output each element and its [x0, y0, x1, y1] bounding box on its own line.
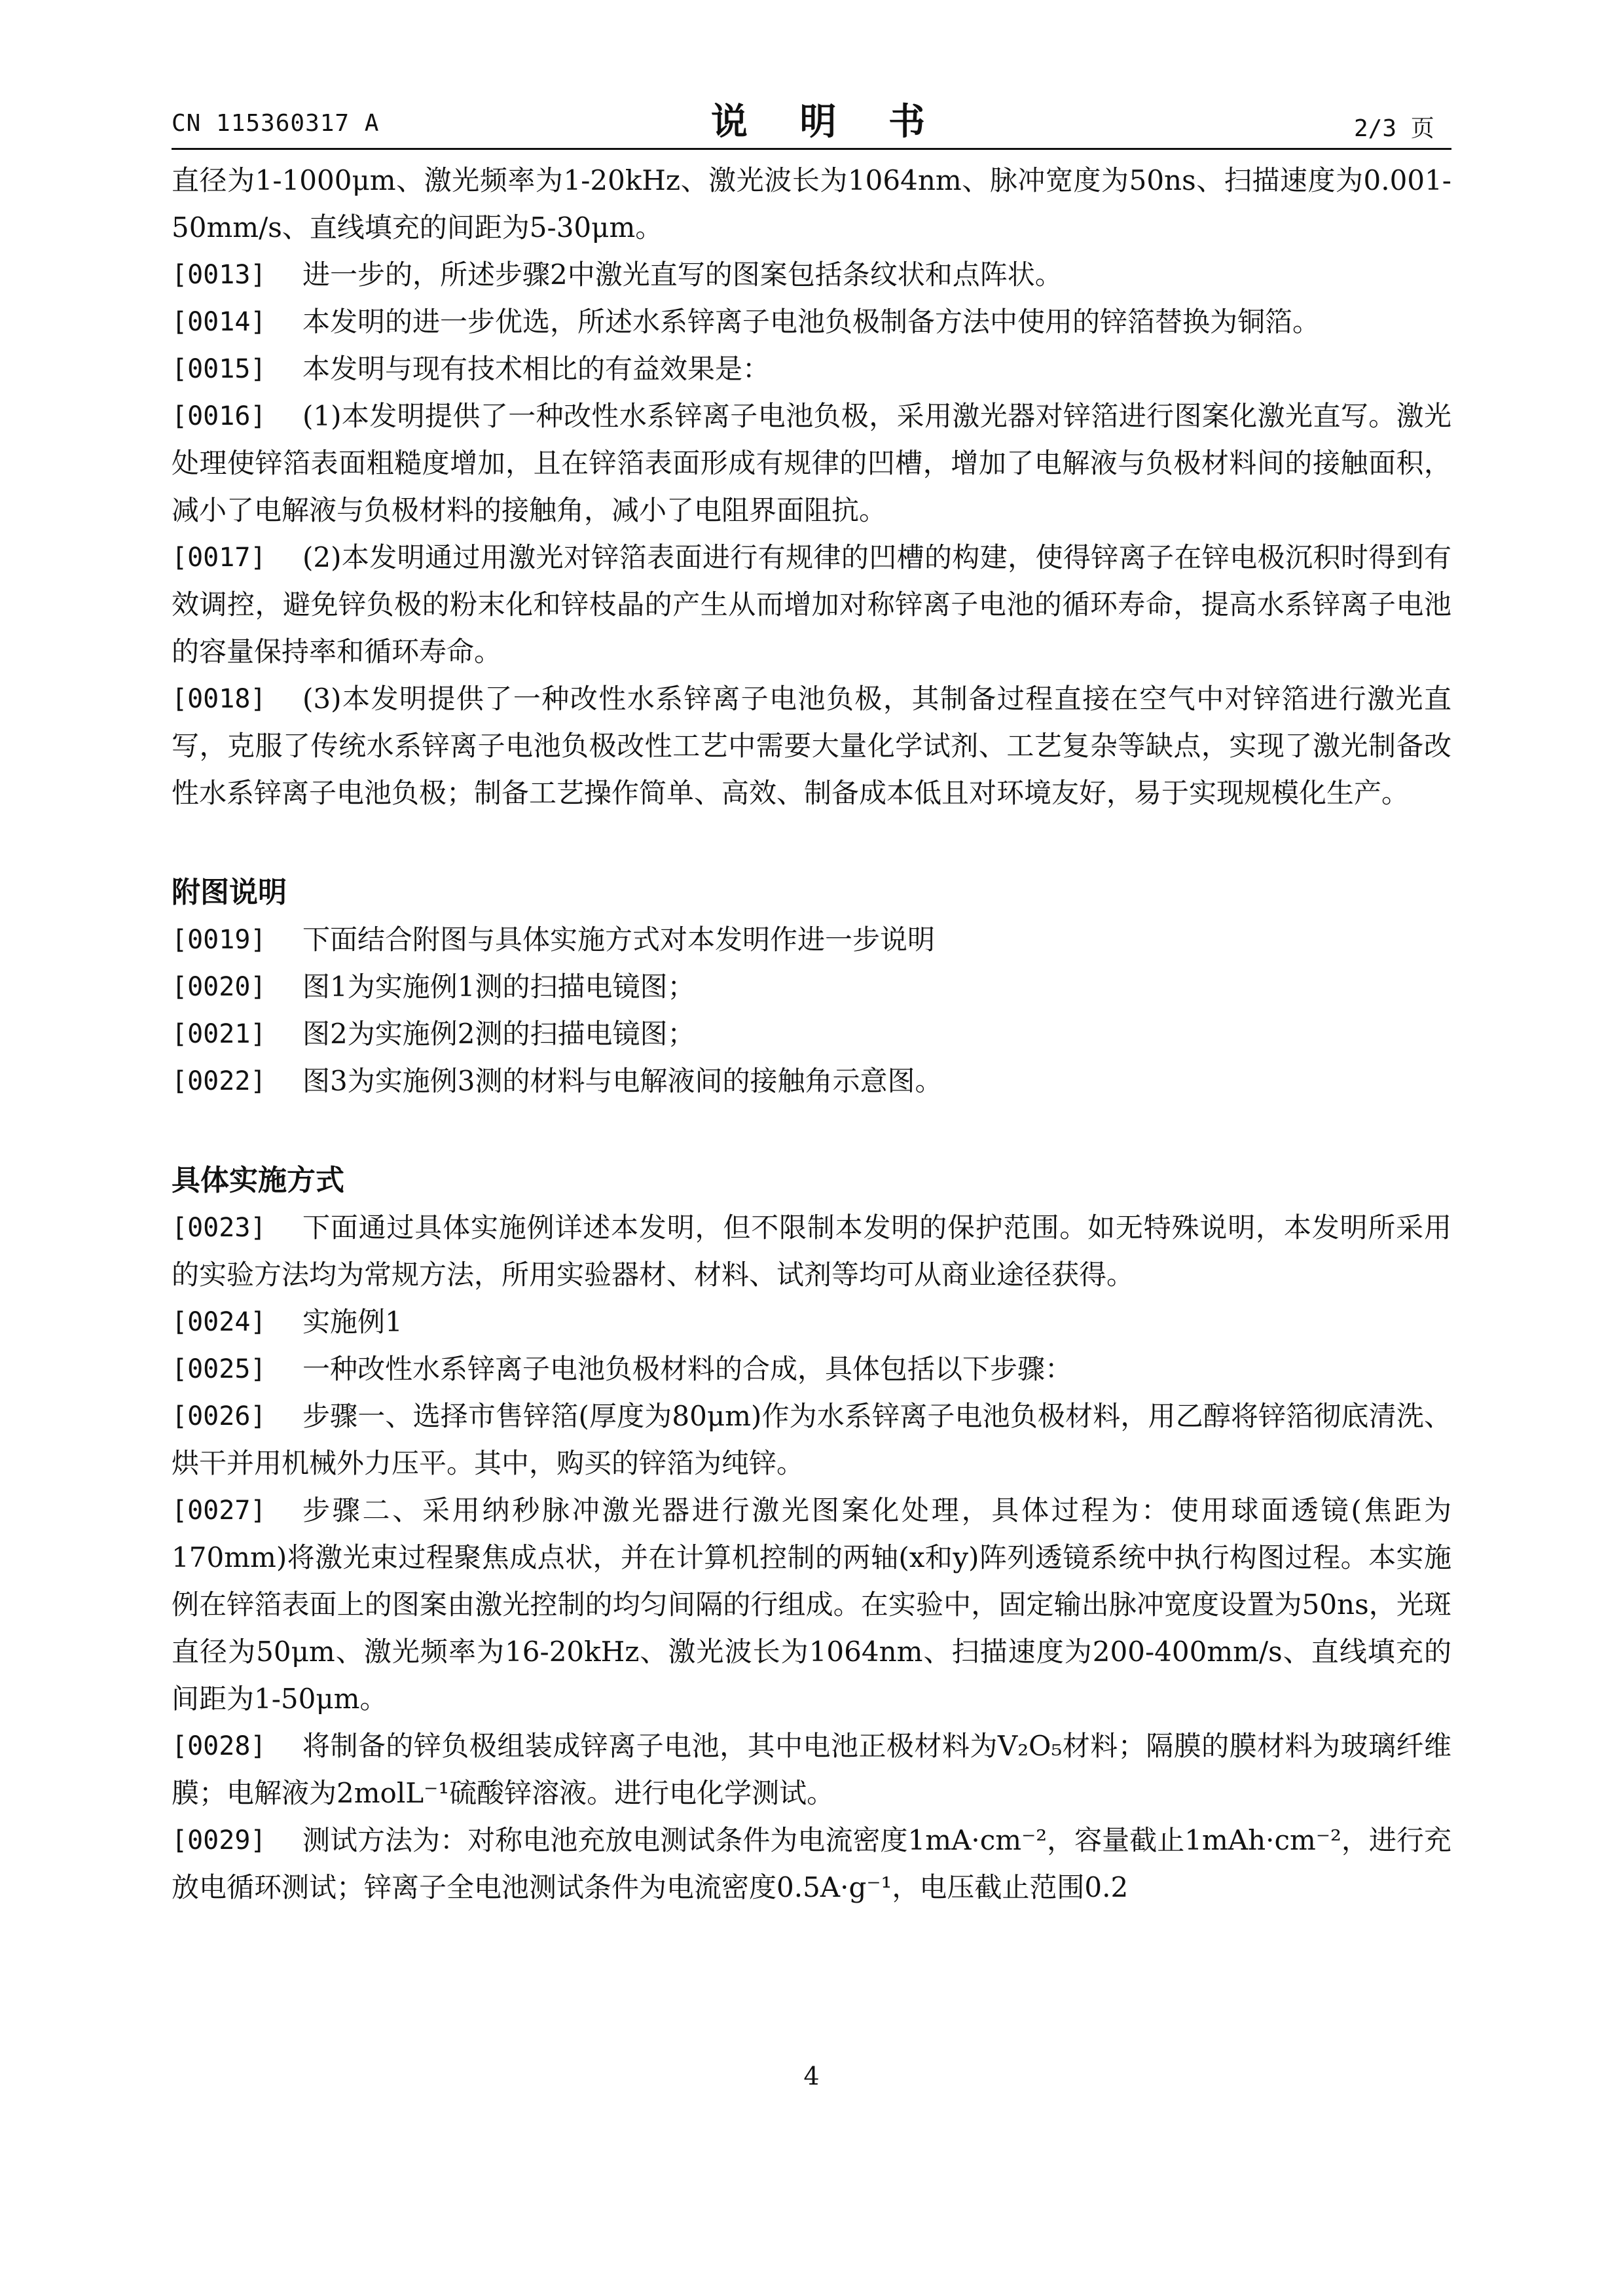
- paragraph: [172, 534, 1451, 675]
- document-number: CN 115360317 A: [172, 110, 380, 137]
- paragraph: [172, 393, 1451, 534]
- paragraph-text: 图1为实施例1测的扫描电镜图；: [302, 971, 695, 1003]
- section-title-figures: 附图说明: [172, 876, 287, 909]
- paragraph-text: 实施例1: [302, 1306, 403, 1338]
- paragraph: [172, 1723, 1451, 1817]
- paragraph-text: (2)本发明通过用激光对锌箔表面进行有规律的凹槽的构建，使得锌离子在锌电极沉积时得到有效调控，避免锌负极的粉末化和锌枝晶的产生从而增加对称锌离子电池的循环寿命，提高水系锌离子电池的容量保持率和循环寿命。: [172, 541, 1451, 668]
- paragraph-number: [0021]: [172, 1019, 266, 1049]
- paragraph-text: 步骤二、采用纳秒脉冲激光器进行激光图案化处理，具体过程为：使用球面透镜(焦距为170mm)将激光束过程聚焦成点状，并在计算机控制的两轴(x和y)阵列透镜系统中执行构图过程。本实施例在锌箔表面上的图案由激光控制的均匀间隔的行组成。在实验中，固定输出脉冲宽度设置为50ns，光斑直径为50μm、激光频率为16-20kHz、激光波长为1064nm、扫描速度为200-400mm/s、直线填充的间距为1-50μm。: [172, 1494, 1451, 1715]
- figure-paragraphs: [172, 916, 1451, 1105]
- paragraph-number: [0015]: [172, 354, 266, 384]
- paragraph: [172, 1299, 1451, 1346]
- paragraph-text: 本发明与现有技术相比的有益效果是：: [302, 353, 771, 385]
- paragraph-text: 下面结合附图与具体实施方式对本发明作进一步说明: [302, 924, 936, 956]
- paragraph: [172, 1346, 1451, 1393]
- paragraph: [172, 1058, 1451, 1105]
- document-body: [172, 157, 1451, 1911]
- paragraph-text: 一种改性水系锌离子电池负极材料的合成，具体包括以下步骤：: [302, 1353, 1073, 1385]
- paragraph-number: [0028]: [172, 1731, 266, 1761]
- paragraph: [172, 346, 1451, 393]
- paragraph-text: 将制备的锌负极组装成锌离子电池，其中电池正极材料为V₂O₅材料；隔膜的膜材料为玻璃纤维膜；电解液为2molL⁻¹硫酸锌溶液。进行电化学测试。: [172, 1730, 1451, 1809]
- paragraph-text: 步骤一、选择市售锌箔(厚度为80μm)作为水系锌离子电池负极材料，用乙醇将锌箔彻底清洗、烘干并用机械外力压平。其中，购买的锌箔为纯锌。: [172, 1400, 1451, 1479]
- paragraph-text: 下面通过具体实施例详述本发明，但不限制本发明的保护范围。如无特殊说明，本发明所采用的实验方法均为常规方法，所用实验器材、材料、试剂等均可从商业途径获得。: [172, 1211, 1451, 1291]
- section-title-embodiments: 具体实施方式: [172, 1164, 344, 1197]
- paragraph: [172, 251, 1451, 298]
- paragraph: [172, 1487, 1451, 1723]
- embodiment-paragraphs: [172, 1204, 1451, 1911]
- paragraph: [172, 1817, 1451, 1911]
- paragraph-text: 直径为1-1000μm、激光频率为1-20kHz、激光波长为1064nm、脉冲宽度为50ns、扫描速度为0.001-50mm/s、直线填充的间距为5-30μm。: [172, 164, 1451, 243]
- paragraph-text: 图2为实施例2测的扫描电镜图；: [302, 1018, 695, 1050]
- page-indicator: 2/3 页: [1354, 115, 1434, 142]
- page-number: 4: [803, 2062, 820, 2090]
- paragraph-number: [0023]: [172, 1213, 266, 1243]
- paragraph-text: 图3为实施例3测的材料与电解液间的接触角示意图。: [302, 1065, 943, 1097]
- paragraph: [172, 1011, 1451, 1058]
- paragraph-text: 进一步的，所述步骤2中激光直写的图案包括条纹状和点阵状。: [302, 259, 1063, 291]
- paragraph: [172, 1393, 1451, 1487]
- paragraph-number: [0013]: [172, 260, 266, 290]
- paragraph-text: 测试方法为：对称电池充放电测试条件为电流密度1mA·cm⁻²，容量截止1mAh·cm⁻²，进行充放电循环测试；锌离子全电池测试条件为电流密度0.5A·g⁻¹，电压截止范围0.2: [172, 1824, 1451, 1903]
- paragraph-number: [0017]: [172, 543, 266, 573]
- paragraph-number: [0022]: [172, 1066, 266, 1096]
- paragraph-number: [0025]: [172, 1354, 266, 1384]
- paragraph-number: [0029]: [172, 1825, 266, 1856]
- paragraph: [172, 916, 1451, 963]
- paragraph-text: 本发明的进一步优选，所述水系锌离子电池负极制备方法中使用的锌箔替换为铜箔。: [302, 306, 1321, 338]
- paragraph-number: [0026]: [172, 1401, 266, 1431]
- paragraph: [172, 1204, 1451, 1299]
- header-divider: [172, 148, 1451, 150]
- document-title: 说 明 书: [711, 101, 945, 143]
- paragraph: [172, 963, 1451, 1011]
- paragraph-text: (3)本发明提供了一种改性水系锌离子电池负极，其制备过程直接在空气中对锌箔进行激光直写，克服了传统水系锌离子电池负极改性工艺中需要大量化学试剂、工艺复杂等缺点，实现了激光制备改性水系锌离子电池负极；制备工艺操作简单、高效、制备成本低且对环境友好，易于实现规模化生产。: [172, 683, 1451, 809]
- paragraph-text: (1)本发明提供了一种改性水系锌离子电池负极，采用激光器对锌箔进行图案化激光直写。激光处理使锌箔表面粗糙度增加，且在锌箔表面形成有规律的凹槽，增加了电解液与负极材料间的接触面积，减小了电解液与负极材料的接触角，减小了电阻界面阻抗。: [172, 400, 1451, 526]
- intro-paragraphs: [172, 157, 1451, 817]
- paragraph-number: [0018]: [172, 684, 266, 714]
- paragraph-number: [0016]: [172, 401, 266, 431]
- paragraph: [172, 157, 1451, 251]
- paragraph-number: [0019]: [172, 925, 266, 955]
- paragraph: [172, 675, 1451, 817]
- paragraph-number: [0014]: [172, 307, 266, 337]
- paragraph-number: [0027]: [172, 1496, 266, 1526]
- paragraph-number: [0024]: [172, 1307, 266, 1337]
- paragraph: [172, 298, 1451, 346]
- paragraph-number: [0020]: [172, 972, 266, 1002]
